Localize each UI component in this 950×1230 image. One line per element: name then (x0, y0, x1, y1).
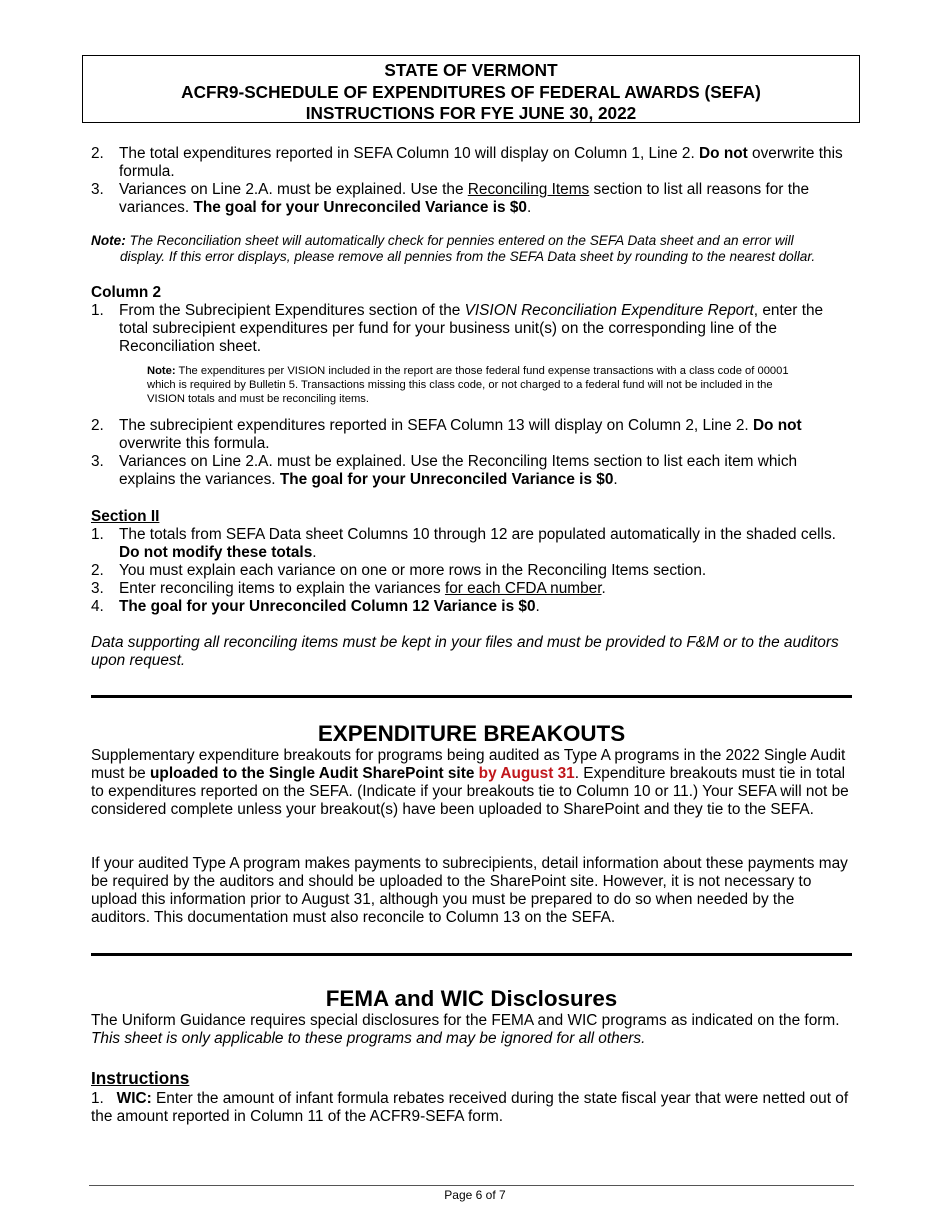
vision-note: Note: The expenditures per VISION included in the report are those federal fund expense transactions with a class code of 00001 which is required by Bulletin 5. Transactions missing this class code, or not charged to a federal fund will not be included in the VISION totals and must be reconciling items. (147, 365, 789, 405)
reconciling-items-link: Reconciling Items (467, 181, 590, 198)
col2-item-2: 2. The subrecipient expenditures reported in SEFA Column 13 will display on Column 2, Line 2. Do not overwrite this formula. (91, 417, 802, 452)
wic-instruction: 1. WIC: Enter the amount of infant formula rebates received during the state fiscal year that were netted out of the amount reported in Column 11 of the ACFR9-SEFA form. (91, 1090, 849, 1125)
section2-item-4: 4. The goal for your Unreconciled Column 12 Variance is $0. (91, 598, 540, 615)
fema-paragraph-1: The Uniform Guidance requires special disclosures for the FEMA and WIC programs as indicated on the form. (91, 1012, 840, 1029)
page-number: Page 6 of 7 (444, 1188, 506, 1202)
header-line-3: INSTRUCTIONS FOR FYE JUNE 30, 2022 (305, 103, 637, 123)
header-line-1: STATE OF VERMONT (384, 60, 558, 80)
fema-wic-title: FEMA and WIC Disclosures (325, 986, 618, 1011)
footer-divider (89, 1185, 854, 1186)
pennies-note: Note: The Reconciliation sheet will automatically check for pennies entered on the SEFA Data sheet and an error will display. If this error displays, please remove all pennies from the SEFA Data sheet by rounding to the nearest dollar. (91, 233, 816, 264)
col2-item-1: 1. From the Subrecipient Expenditures section of the VISION Reconciliation Expenditure Report, enter the total subrecipient expenditures per fund for your business unit(s) on the corresponding line of the Reconciliation sheet. (91, 302, 824, 355)
col1-item-3: 3. Variances on Line 2.A. must be explained. Use the Reconciling Items section to list all reasons for the variances. The goal for your Unreconciled Variance is $0. (91, 181, 810, 216)
header-line-2: ACFR9-SCHEDULE OF EXPENDITURES OF FEDERAL AWARDS (SEFA) (181, 81, 761, 102)
section-2-heading: Section II (91, 508, 160, 525)
instructions-heading: Instructions (91, 1068, 190, 1088)
section2-item-1: 1. The totals from SEFA Data sheet Columns 10 through 12 are populated automatically in the shaded cells. Do not modify these totals. (91, 526, 836, 561)
col2-item-3: 3. Variances on Line 2.A. must be explained. Use the Reconciling Items section to list each item which explains the variances. The goal for your Unreconciled Variance is $0. (91, 453, 798, 488)
section2-item-2: 2. You must explain each variance on one or more rows in the Reconciling Items section. (91, 562, 707, 579)
breakouts-paragraph-1: Supplementary expenditure breakouts for programs being audited as Type A programs in the 2022 Single Audit must be uploaded to the Single Audit SharePoint site by August 31. Expenditure breakouts must tie in total to expenditures reported on the SEFA. (Indicate if your breakouts tie to Column 10 or 11.) Your SEFA will not be considered complete unless your breakout(s) have been uploaded to SharePoint and they tie to the SEFA. (91, 747, 849, 818)
divider-1 (91, 695, 852, 698)
breakouts-paragraph-2: If your audited Type A program makes payments to subrecipients, detail information about these payments may be required by the auditors and should be uploaded to the SharePoint site. However, it is not necessary to upload this information prior to August 31, although you must be prepared to do so when needed by the auditors. This documentation must also reconcile to Column 13 on the SEFA. (91, 855, 848, 926)
column-2-heading: Column 2 (91, 284, 162, 301)
col1-item-2: 2. The total expenditures reported in SEFA Column 10 will display on Column 1, Line 2. Do not overwrite this formula. (91, 145, 843, 180)
section2-item-3: 3. Enter reconciling items to explain the variances for each CFDA number. (91, 580, 606, 597)
breakouts-title: EXPENDITURE BREAKOUTS (317, 721, 626, 746)
supporting-data-note: Data supporting all reconciling items must be kept in your files and must be provided to F&M or to the auditors upon request. (91, 634, 839, 669)
divider-2 (91, 953, 852, 956)
document-header (82, 55, 860, 123)
fema-paragraph-2: This sheet is only applicable to these programs and may be ignored for all others. (91, 1030, 646, 1047)
